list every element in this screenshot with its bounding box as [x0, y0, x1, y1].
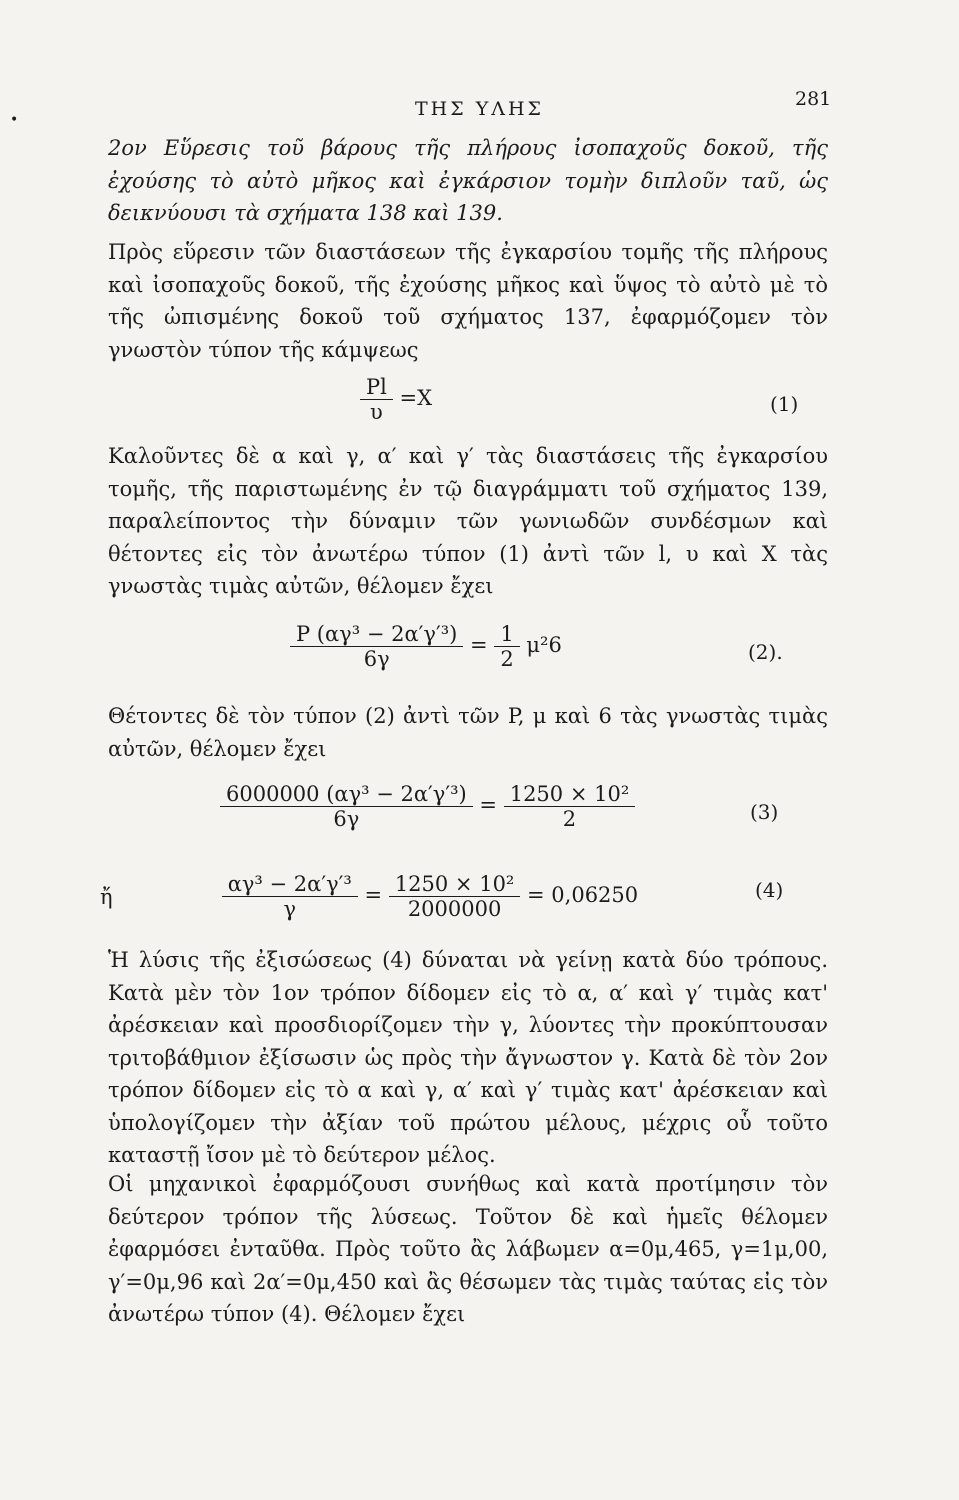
equation-1 — [360, 375, 432, 424]
eq1-label: (1) — [770, 392, 799, 416]
eq4-numerator: αγ³ − 2α′γ′³ — [222, 872, 358, 897]
eq4-label: (4) — [755, 878, 784, 902]
eq2-rhs-tail: μ²6 — [526, 633, 562, 657]
eq1-rhs: =X — [399, 386, 433, 410]
margin-mark: • — [10, 112, 19, 128]
eq2-label: (2). — [748, 640, 783, 664]
paragraph-4: Ἡ λύσις τῆς ἐξισώσεως (4) δύναται νὰ γείνῃ κατὰ δύο τρόπους. Κατὰ μὲν τὸν 1ον τρόπον δίδομεν εἰς τὸ α, α′ καὶ γ′ τιμὰς κατ' ἀρέσκειαν καὶ προσδιορίζομεν τὴν γ, λύοντες τὴν προκύπτουσαν τριτοβάθμιον ἐξίσωσιν ὡς πρὸς τὴν ἄγνωστον γ. Κατὰ δὲ τὸν 2ον τρόπον δίδομεν εἰς τὸ α καὶ γ, α′ καὶ γ′ τιμὰς κατ' ἀρέσκειαν καὶ ὑπολογίζομεν τὴν ἀξίαν τοῦ πρώτου μέλους, μέχρις οὗ τοῦτο καταστῇ ἴσον μὲ τὸ δεύτερον μέλος. — [108, 948, 828, 1168]
paragraph-3: Θέτοντες δὲ τὸν τύπον (2) ἀντὶ τῶν P, μ καὶ 6 τὰς γνωστὰς τιμὰς αὐτῶν, θέλομεν ἔχει — [108, 704, 828, 761]
eq4-mid-numerator: 1250 × 10² — [389, 872, 521, 897]
eq3-rhs-denominator: 2 — [562, 807, 577, 831]
eq2-rhs-denominator: 2 — [500, 647, 514, 671]
equation-3: $\frac{\text{6000000 (αγ³ − 2α′γ′³)}}{6\gamma}$ = $\frac{\text{1250 × 10²}}{2}$ — [220, 782, 635, 831]
equation-2: $\frac{\text{P (αγ³ − 2α′γ′³)}}{6\gamma}$ = $\frac{1}{2}$ μ²6 — [290, 622, 562, 671]
paragraph-1: Πρὸς εὕρεσιν τῶν διαστάσεων τῆς ἐγκαρσίου τομῆς τῆς πλήρους καὶ ἰσοπαχοῦς δοκοῦ, τῆς ἐχούσης μῆκος καὶ ὕψος τὸ αὐτὸ μὲ τὸ τῆς ὠπισμένης δοκοῦ τοῦ σχήματος 137, ἐφαρμόζομεν τὸν γνωστὸν τύπον τῆς κάμψεως — [108, 240, 828, 362]
eq3-denominator: 6γ — [333, 807, 360, 831]
eq1-numerator: Pl — [360, 375, 393, 400]
eq4-mid-denominator: 2000000 — [407, 897, 502, 921]
eq3-label: (3) — [750, 800, 779, 824]
eq2-denominator: 6γ — [363, 647, 390, 671]
eq4-prefix: ἤ — [100, 884, 113, 909]
eq2-numerator: P (αγ³ − 2α′γ′³) — [290, 622, 463, 647]
eq4-denominator: γ — [283, 897, 297, 921]
eq3-numerator: 6000000 (αγ³ − 2α′γ′³) — [220, 782, 473, 807]
page-number: 281 — [795, 88, 832, 110]
equation-4: ἤ $\frac{\text{αγ³ − 2α′γ′³}}{\gamma}$ = $\frac{\text{1250 × 10²}}{2000000}$ = 0,06250 — [100, 872, 639, 921]
running-title: ΤΗΣ ΥΛΗΣ — [415, 98, 544, 120]
eq3-rhs-numerator: 1250 × 10² — [504, 782, 636, 807]
section-heading: 2ον Εὕρεσις τοῦ βάρους τῆς πλήρους ἰσοπαχοῦς δοκοῦ, τῆς ἐχούσης τὸ αὐτὸ μῆκος καὶ ἐγκάρσιον τομὴν διπλοῦν ταῦ, ὡς δεικνύουσι τὰ σχήματα 138 καὶ 139. — [108, 136, 828, 226]
eq1-denominator: υ — [370, 400, 383, 424]
eq4-result: = 0,06250 — [527, 883, 639, 907]
eq2-rhs-numerator: 1 — [494, 622, 519, 647]
paragraph-5: Οἱ μηχανικοὶ ἐφαρμόζουσι συνήθως καὶ κατὰ προτίμησιν τὸν δεύτερον τρόπον τῆς λύσεως. Τοῦτον δὲ καὶ ἡμεῖς θέλομεν ἐφαρμόσει ἐνταῦθα. Πρὸς τοῦτο ἂς λάβωμεν α=0μ,465, γ=1μ,00, γ′=0μ,96 καὶ 2α′=0μ,450 καὶ ἂς θέσωμεν τὰς τιμὰς ταύτας εἰς τὸν ἀνωτέρω τύπον (4). Θέλομεν ἔχει — [108, 1172, 828, 1327]
paragraph-2: Καλοῦντες δὲ α καὶ γ, α′ καὶ γ′ τὰς διαστάσεις τῆς ἐγκαρσίου τομῆς, τῆς παριστωμένης ἐν τῷ διαγράμματι τοῦ σχήματος 139, παραλείποντος τὴν δύναμιν τῶν γωνιωδῶν συνδέσμων καὶ θέτοντες εἰς τὸν ἀνωτέρω τύπον (1) ἀντὶ τῶν l, υ καὶ X τὰς γνωστὰς τιμὰς αὐτῶν, θέλομεν ἔχει — [108, 444, 828, 599]
